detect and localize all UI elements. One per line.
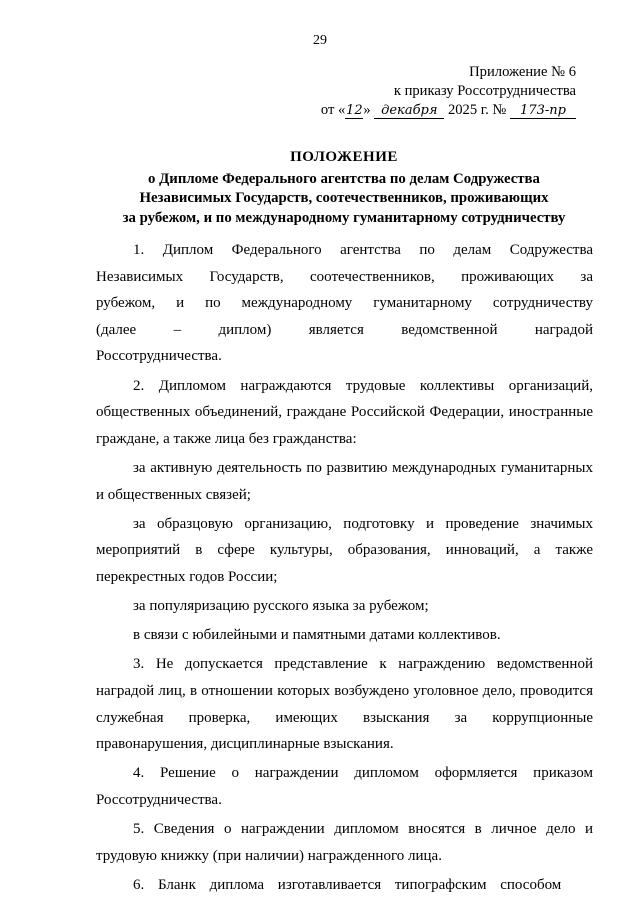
date-month: декабря [374,104,444,119]
date-year: 2025 г. № [447,102,507,118]
document-body [96,237,593,901]
paragraph-1: 1. Диплом Федерального агентства по делам Содружества Независимых Государств, соотечественников, проживающих за рубежом, и по международному гуманитарному сотрудничеству (далее – диплом) является ведомственной наградой Россотрудничества. [96,242,593,365]
appendix-order-ref: к приказу Россотрудничества [393,83,576,99]
appendix-date-line [321,101,576,120]
paragraph-3: 3. Не допускается представление к награждению ведомственной наградой лиц, в отношении которых возбуждено уголовное дело, проводится служебная проверка, имеющих взыскания за коррупционные правонарушения, дисциплинарные взыскания. [96,656,593,753]
title-line-2: Независимых Государств, соотечественников, проживающих [139,190,549,206]
date-prefix: от « [320,102,346,118]
document-title [96,148,592,228]
paragraph-2-item-1: за активную деятельность по развитию международных гуманитарных и общественных связей; [96,459,593,503]
title-line-3: за рубежом, и по международному гуманитарному сотрудничеству [122,209,566,226]
date-day: 12 [346,103,363,118]
appendix-header [321,63,576,120]
title-heading: ПОЛОЖЕНИЕ [290,149,398,165]
order-number: 173-пр [510,104,576,119]
paragraph-2-item-4: в связи с юбилейными и памятными датами коллективов. [133,627,501,644]
title-line-1: о Дипломе Федерального агентства по делам Содружества [148,170,540,187]
paragraph-2-item-3: за популяризацию русского языка за рубежом; [133,598,429,615]
paragraph-2-item-2: за образцовую организацию, подготовку и проведение значимых мероприятий в сфере культуры, образования, инноваций, а также перекрестных годов России; [96,515,593,585]
paragraph-4: 4. Решение о награждении дипломом оформляется приказом Россотрудничества. [96,765,593,809]
paragraph-2: 2. Дипломом награждаются трудовые коллективы организаций, общественных объединений, граждане Российской Федерации, иностранные граждане, а также лица без гражданства: [96,377,593,447]
page-number: 29 [313,33,327,48]
date-mid: » [363,102,371,118]
paragraph-5: 5. Сведения о награждении дипломом вносятся в личное дело и трудовую книжку (при наличии) награжденного лица. [96,821,593,864]
paragraph-6: 6. Бланк диплома изготавливается типографским способом [133,877,562,893]
appendix-title: Приложение № 6 [469,64,576,80]
